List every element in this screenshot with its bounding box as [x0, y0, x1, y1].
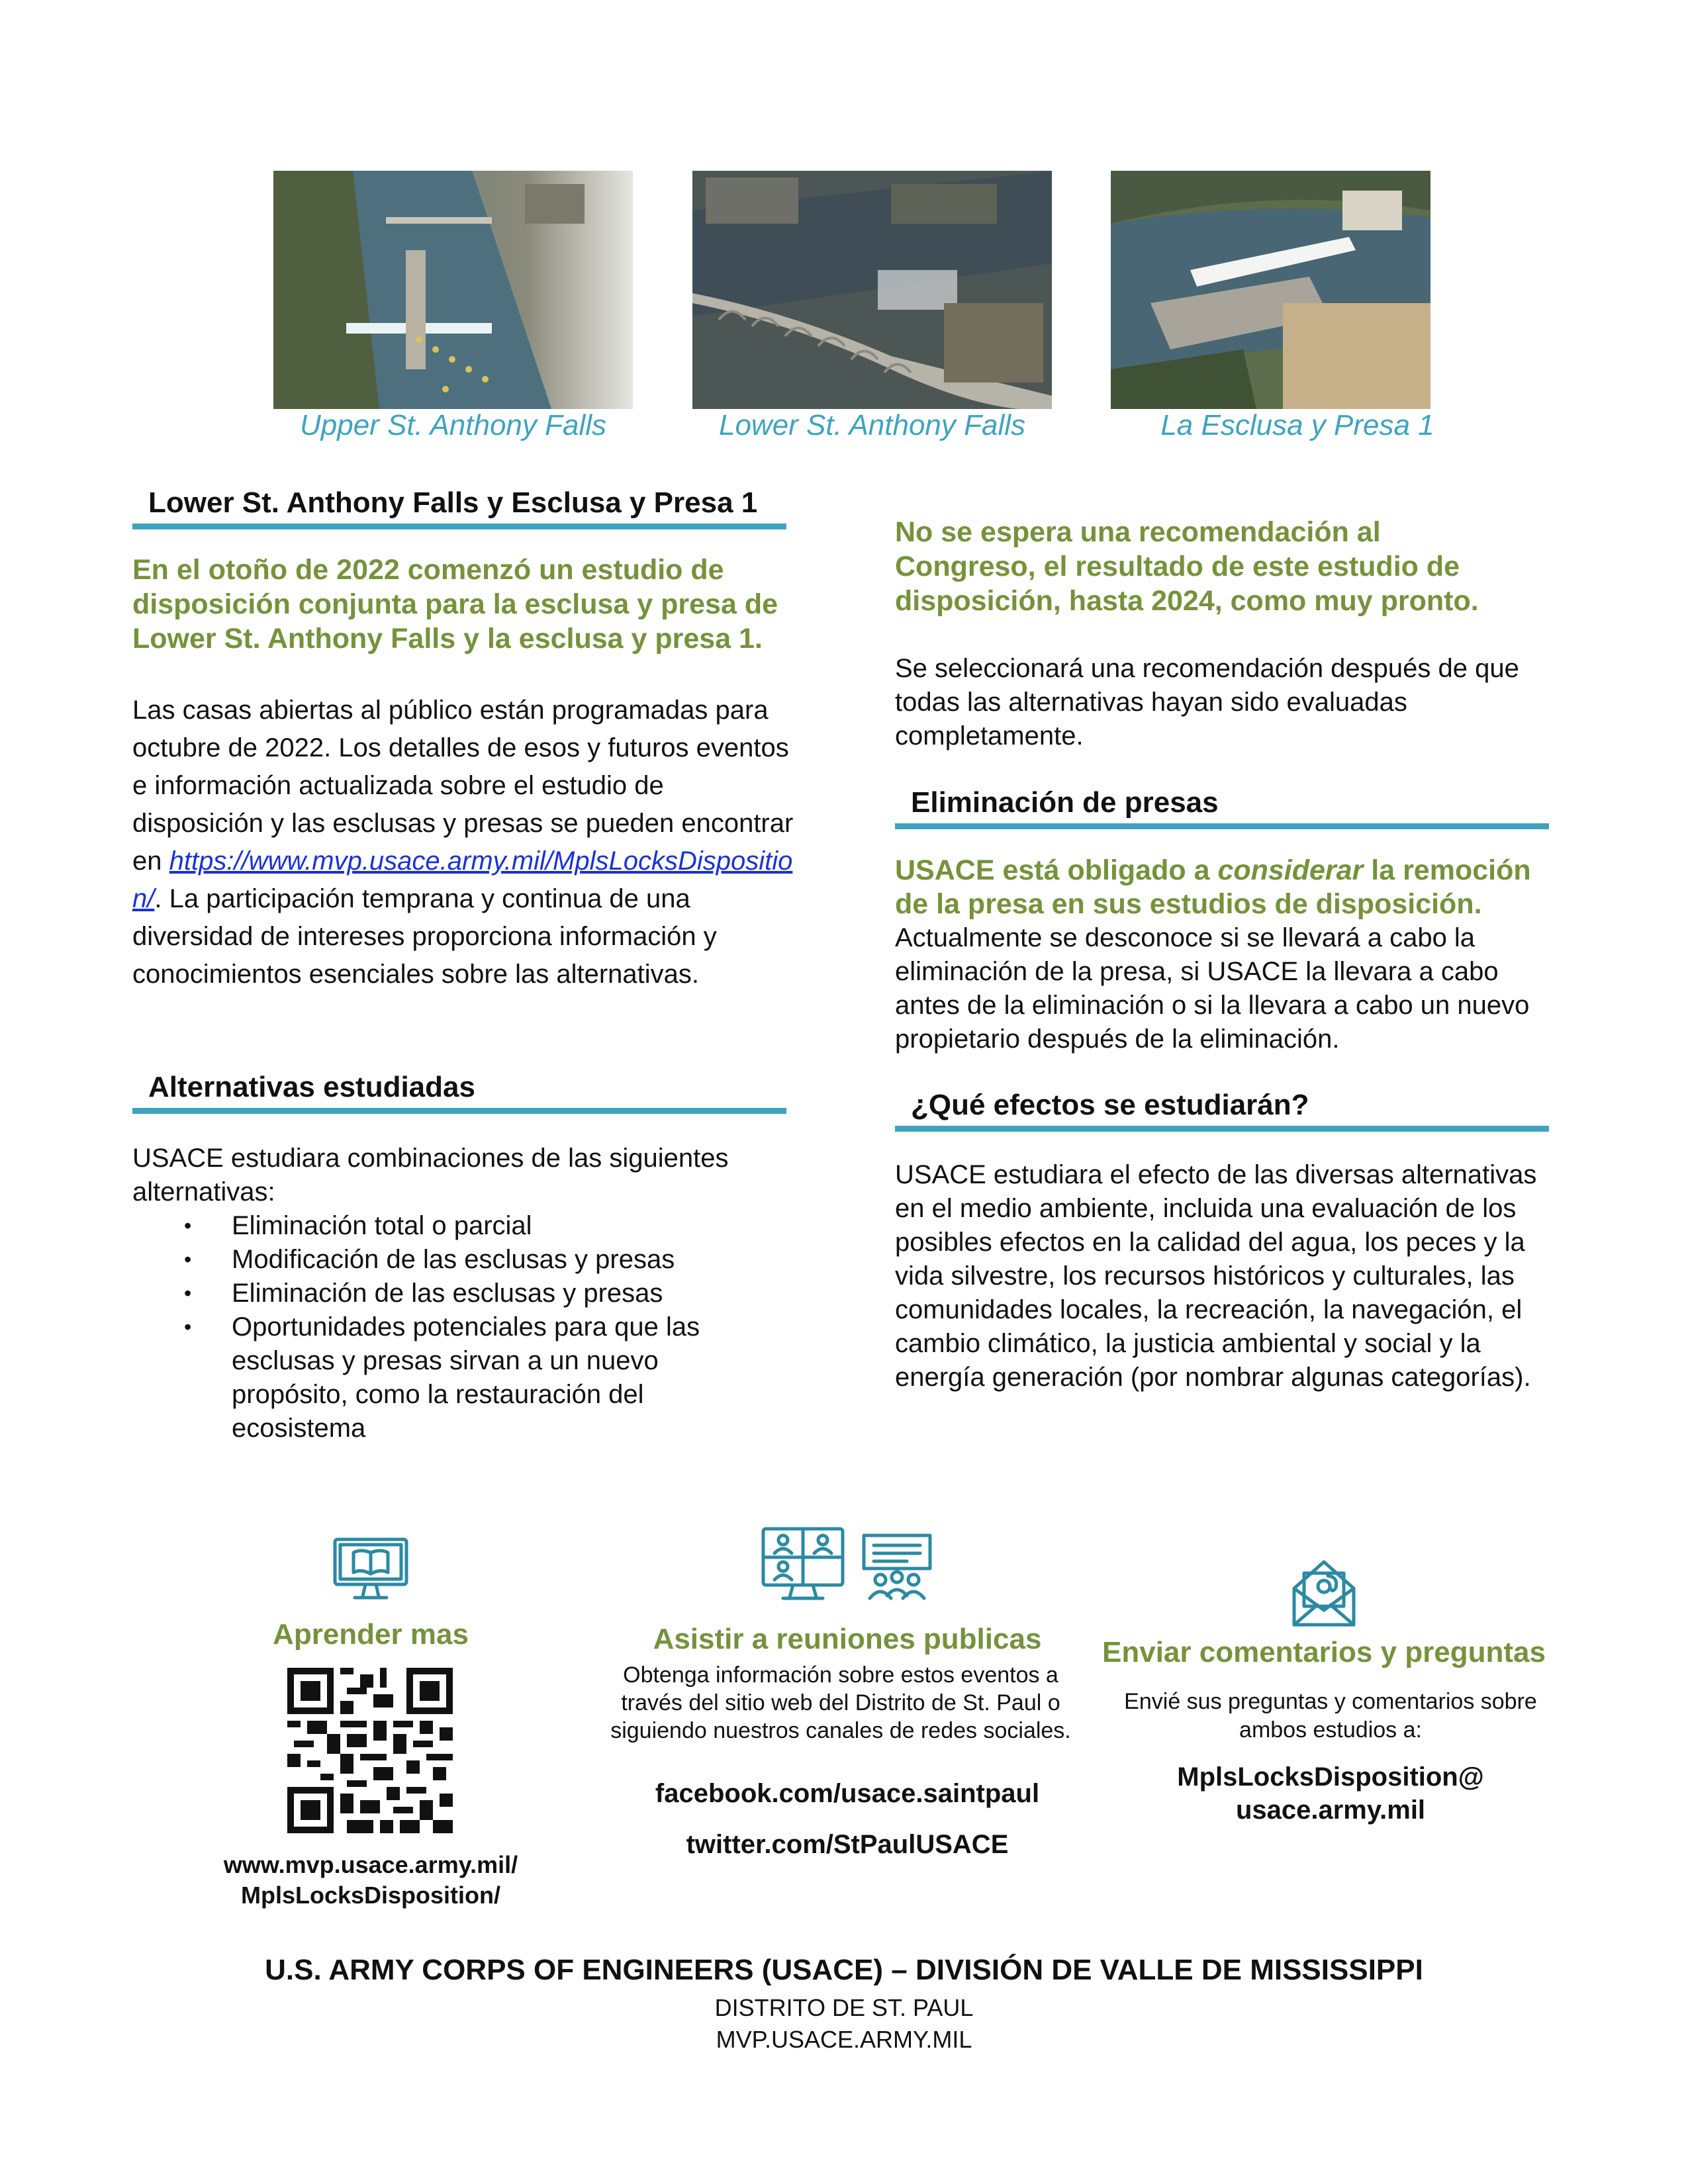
comments-title: Enviar comentarios y preguntas [1102, 1636, 1546, 1668]
qr-code[interactable] [287, 1668, 453, 1833]
footer-site[interactable]: MVP.USACE.ARMY.MIL [716, 2026, 972, 2053]
footer-title: U.S. ARMY CORPS OF ENGINEERS (USACE) – DIVISIÓN DE VALLE DE MISSISSIPPI [265, 1954, 1423, 1986]
alternatives-intro: USACE estudiara combinaciones de las siguientes alternativas: [132, 1144, 729, 1206]
heading-effects: ¿Qué efectos se estudiarán? [895, 1089, 1549, 1132]
learn-url-line1: www.mvp.usace.army.mil/ [223, 1851, 518, 1878]
study-body-text: Las casas abiertas al público están programadas para octubre de 2022. Los detalles de esos y futuros eventos e información actualizada sobre el estudio de disposición y las esclusas y presas se pueden encontrar en [132, 696, 794, 876]
caption-lower-st-anthony-falls: Lower St. Anthony Falls [718, 409, 1026, 441]
bullet-icon: • [184, 1248, 192, 1271]
bullet-icon: • [184, 1214, 192, 1238]
photo-upper-st-anthony-falls [273, 171, 633, 409]
alternatives-list [132, 1209, 794, 1445]
removal-green-pre: USACE está obligado a [895, 854, 1218, 886]
laptop-book-icon [331, 1535, 410, 1602]
list-item [132, 1310, 715, 1445]
study-body-tail: . La participación temprana y continua de una diversidad de intereses proporciona información y conocimientos esenciales sobre las alternativas. [132, 884, 717, 989]
effects-body: USACE estudiara el efecto de las diversas alternativas en el medio ambiente, incluida una evaluación de los posibles efectos en la calidad del agua, los peces y la vida silvestre, los recursos históricos y culturales, las comunidades locales, la recreación, la navegación, el cambio climático, la justicia ambiental y social y la energía generación (por nombrar algunas categorías). [895, 1160, 1537, 1392]
photo-lock-and-dam-1 [1111, 171, 1430, 409]
meetings-title: Asistir a reuniones publicas [653, 1623, 1042, 1655]
bullet-icon: • [184, 1315, 192, 1339]
recommendation-body: Se seleccionará una recomendación después de que todas las alternativas hayan sido evaluadas completamente. [895, 654, 1519, 751]
removal-green [895, 854, 1557, 921]
list-item-text: Oportunidades potenciales para que las esclusas y presas sirvan a un nuevo propósito, como la restauración del ecosistema [232, 1312, 700, 1443]
recommendation-green: No se espera una recomendación al Congreso, el resultado de este estudio de disposición, hasta 2024, como muy pronto. [895, 516, 1479, 617]
caption-lock-and-dam-1: La Esclusa y Presa 1 [1160, 409, 1434, 441]
heading-lower-st-anthony: Lower St. Anthony Falls y Esclusa y Presa 1 [132, 486, 786, 529]
list-item [132, 1277, 794, 1310]
list-item [132, 1243, 794, 1277]
comments-body: Envié sus preguntas y comentarios sobre ambos estudios a: [1124, 1689, 1537, 1743]
heading-alternatives: Alternativas estudiadas [132, 1071, 786, 1114]
email-at-icon [1291, 1559, 1357, 1628]
facebook-link[interactable]: facebook.com/usace.saintpaul [655, 1779, 1040, 1808]
email-address[interactable] [1112, 1760, 1549, 1827]
list-item-text: Eliminación de las esclusas y presas [232, 1279, 663, 1308]
study-body [132, 692, 794, 993]
email-line1: MplsLocksDisposition@ [1177, 1762, 1484, 1792]
heading-dam-removal: Eliminación de presas [895, 786, 1549, 829]
footer-district: DISTRITO DE ST. PAUL [714, 1994, 974, 2021]
removal-green-em: considerar [1217, 854, 1364, 886]
bullet-icon: • [184, 1281, 192, 1305]
removal-body: Actualmente se desconoce si se llevará a cabo la eliminación de la presa, si USACE la llevara a cabo antes de la eliminación o si la llevara a cabo un nuevo propietario después de la eliminación. [895, 923, 1530, 1054]
learn-url-line2: MplsLocksDisposition/ [240, 1882, 501, 1909]
email-line2: usace.army.mil [1235, 1796, 1426, 1825]
list-item [132, 1209, 794, 1243]
removal-green-post: la remoción de la presa en sus estudios de disposición. [895, 854, 1531, 920]
study-intro-green: En el otoño de 2022 comenzó un estudio de disposición conjunta para la esclusa y presa de Lower St. Anthony Falls y la esclusa y presa 1. [132, 554, 778, 655]
list-item-text: Eliminación total o parcial [232, 1211, 532, 1240]
caption-upper-st-anthony-falls: Upper St. Anthony Falls [299, 409, 607, 441]
presentation-audience-icon [861, 1532, 933, 1605]
video-meeting-icon [760, 1525, 846, 1602]
list-item-text: Modificación de las esclusas y presas [232, 1245, 675, 1274]
disposition-link[interactable]: https://www.mvp.usace.army.mil/MplsLocksDisposition/ [132, 846, 793, 913]
learn-url[interactable] [185, 1850, 556, 1911]
meetings-body: Obtenga información sobre estos eventos a través del sitio web del Distrito de St. Paul o siguiendo nuestros canales de redes sociales. [610, 1662, 1071, 1743]
learn-title: Aprender mas [273, 1618, 469, 1651]
photo-lower-st-anthony-falls [692, 171, 1052, 409]
twitter-link[interactable]: twitter.com/StPaulUSACE [686, 1830, 1009, 1859]
